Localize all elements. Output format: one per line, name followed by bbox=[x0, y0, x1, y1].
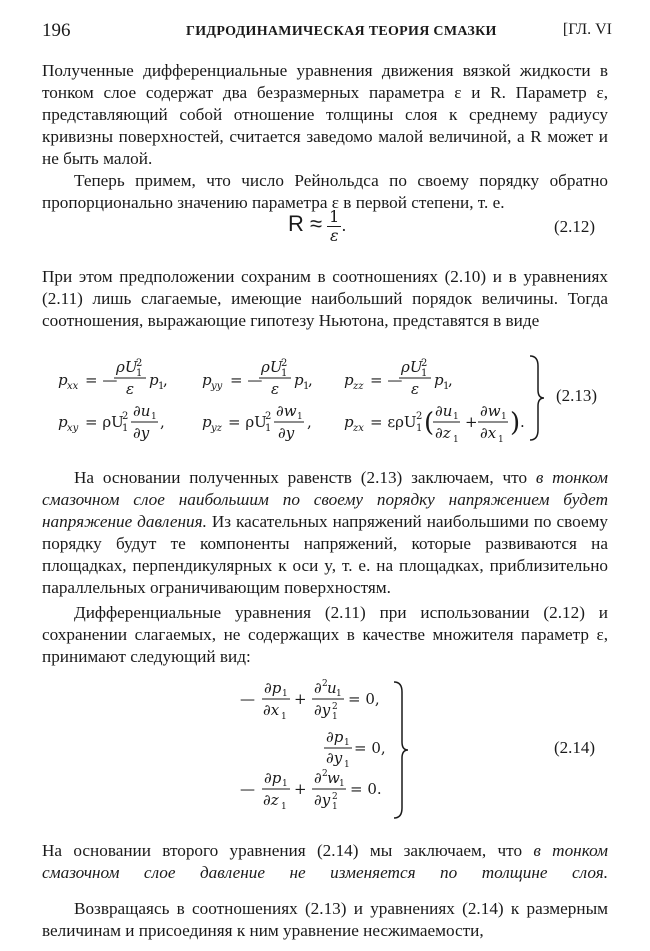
svg-text:yy: yy bbox=[211, 381, 223, 392]
chapter-label: [ГЛ. VI bbox=[562, 21, 612, 38]
svg-text:w: w bbox=[327, 769, 340, 787]
paragraph-3: При этом предположении сохраним в соотношениях (2.10) и в уравнениях (2.11) лишь слагаемые, имеющие наибольший порядок величины. Тогда соотношения, выражающие гипотезу Ньютона, представятся в виде bbox=[42, 267, 608, 330]
eq213-row-2 bbox=[58, 402, 525, 444]
svg-text:= 0,: = 0, bbox=[354, 739, 386, 757]
svg-text:∂x: ∂x bbox=[263, 701, 280, 719]
eq212-lhs: R ≈ bbox=[288, 211, 323, 236]
svg-text:1: 1 bbox=[151, 412, 157, 422]
svg-text:∂z: ∂z bbox=[263, 791, 279, 809]
eq214-row-2 bbox=[324, 728, 386, 770]
eq214-row-1 bbox=[240, 679, 380, 722]
svg-text:1: 1 bbox=[453, 412, 459, 422]
svg-text:2: 2 bbox=[421, 358, 428, 369]
svg-text:—: — bbox=[240, 690, 255, 708]
svg-text:1: 1 bbox=[281, 368, 288, 379]
svg-text:∂z: ∂z bbox=[435, 424, 451, 442]
eq212-numerator: 1 bbox=[329, 207, 340, 226]
svg-text:ρU: ρU bbox=[401, 358, 423, 376]
svg-text:∂u: ∂u bbox=[435, 402, 453, 420]
paragraph-7: Возвращаясь в соотношениях (2.13) и уравнениях (2.14) к размерным величинам и присоединяя к ним уравнение несжимаемости, bbox=[42, 899, 608, 940]
svg-text:1: 1 bbox=[498, 435, 504, 444]
svg-text:1: 1 bbox=[332, 802, 338, 812]
svg-text:xy: xy bbox=[67, 423, 79, 434]
svg-text:,: , bbox=[448, 371, 453, 389]
svg-text:,: , bbox=[160, 413, 165, 431]
svg-text:1: 1 bbox=[282, 779, 288, 789]
svg-text:∂y: ∂y bbox=[314, 791, 331, 809]
svg-text:∂w: ∂w bbox=[276, 402, 297, 420]
svg-text:zx: zx bbox=[353, 423, 364, 434]
svg-text:1: 1 bbox=[332, 712, 338, 722]
svg-text:1: 1 bbox=[282, 689, 288, 699]
eq213-row-1 bbox=[58, 358, 453, 398]
svg-text:,: , bbox=[163, 371, 168, 389]
svg-text:= 0,: = 0, bbox=[348, 690, 380, 708]
svg-text:= —: = — bbox=[370, 371, 403, 389]
svg-text:∂y: ∂y bbox=[314, 701, 331, 719]
svg-text:2: 2 bbox=[136, 358, 143, 369]
svg-text:1: 1 bbox=[339, 779, 345, 789]
eq213-tag: (2.13) bbox=[556, 386, 598, 405]
svg-text:1: 1 bbox=[136, 368, 143, 379]
running-title: ГИДРОДИНАМИЧЕСКАЯ ТЕОРИЯ СМАЗКИ bbox=[186, 24, 497, 39]
svg-text:1: 1 bbox=[453, 435, 459, 444]
svg-text:2: 2 bbox=[332, 702, 338, 712]
svg-text:+: + bbox=[465, 413, 478, 431]
svg-text:1: 1 bbox=[416, 423, 423, 434]
svg-text:ρU: ρU bbox=[116, 358, 138, 376]
svg-text:2: 2 bbox=[122, 411, 129, 422]
svg-text:p: p bbox=[344, 413, 354, 431]
svg-text:p: p bbox=[294, 371, 304, 389]
svg-text:∂y: ∂y bbox=[278, 424, 295, 442]
eq212-period: . bbox=[341, 216, 347, 235]
svg-text:2: 2 bbox=[322, 679, 328, 689]
svg-text:—: — bbox=[240, 780, 255, 798]
equation-2-14 bbox=[236, 676, 416, 824]
svg-text:1: 1 bbox=[265, 423, 272, 434]
svg-text:+: + bbox=[294, 780, 307, 798]
svg-text:ρU: ρU bbox=[261, 358, 283, 376]
eq212-denominator: ε bbox=[329, 226, 339, 245]
svg-text:= ρU: = ρU bbox=[85, 413, 124, 431]
svg-text:1: 1 bbox=[421, 368, 428, 379]
page-header bbox=[42, 14, 612, 42]
svg-text:ε: ε bbox=[271, 380, 280, 398]
paragraph-6 bbox=[42, 840, 608, 884]
svg-text:p: p bbox=[58, 371, 68, 389]
paragraph-1: Полученные дифференциальные уравнения движения вязкой жидкости в тонком слое содержат два безразмерных параметра ε и R. Параметр ε, представляющий собой отношение толщины слоя к среднему радиусу кривизны поверхностей, считается заведомо малой величиной, а R может и не быть малой. bbox=[42, 61, 608, 168]
svg-text:= 0.: = 0. bbox=[350, 780, 382, 798]
svg-text:ε: ε bbox=[126, 380, 135, 398]
eq214-brace bbox=[394, 682, 408, 818]
svg-text:= ερU: = ερU bbox=[370, 413, 417, 431]
svg-text:∂y: ∂y bbox=[326, 749, 343, 767]
svg-text:1: 1 bbox=[122, 423, 129, 434]
svg-text:p: p bbox=[202, 413, 212, 431]
svg-text:∂u: ∂u bbox=[133, 402, 151, 420]
equation-2-12 bbox=[288, 208, 346, 245]
svg-text:p: p bbox=[202, 371, 212, 389]
svg-text:1: 1 bbox=[344, 738, 350, 748]
svg-text:∂: ∂ bbox=[314, 769, 322, 787]
svg-text:2: 2 bbox=[322, 769, 328, 779]
svg-text:(: ( bbox=[424, 408, 435, 438]
svg-text:1: 1 bbox=[281, 712, 287, 722]
svg-text:∂w: ∂w bbox=[480, 402, 501, 420]
eq213-brace bbox=[530, 356, 544, 440]
paragraph-6-italic: в тонком смазочном слое давление не изменяется по толщине слоя. bbox=[42, 841, 608, 882]
svg-text:yz: yz bbox=[211, 423, 222, 434]
svg-text:): ) bbox=[510, 408, 521, 438]
svg-text:2: 2 bbox=[281, 358, 288, 369]
svg-text:1: 1 bbox=[158, 381, 165, 392]
svg-text:∂p: ∂p bbox=[264, 769, 282, 787]
svg-text:∂: ∂ bbox=[314, 679, 322, 697]
svg-text:∂p: ∂p bbox=[264, 679, 282, 697]
svg-text:1: 1 bbox=[303, 381, 310, 392]
svg-text:∂x: ∂x bbox=[480, 424, 497, 442]
paragraph-4-text-b: Из касательных напряжений наибольшими по своему порядку будут те компоненты напряжений, которые развиваются на площадках, перпендикулярных к оси y, т. е. на площадках, приблизительно параллельных ограничивающим поверхностям. bbox=[42, 512, 608, 597]
paragraph-2: Теперь примем, что число Рейнольдса по своему порядку обратно пропорционально значению параметра ε в первой степени, т. е. bbox=[42, 171, 608, 212]
svg-text:,: , bbox=[308, 371, 313, 389]
page-number: 196 bbox=[42, 20, 71, 41]
eq212-fraction bbox=[327, 208, 341, 245]
svg-text:p: p bbox=[434, 371, 444, 389]
svg-text:= ρU: = ρU bbox=[228, 413, 267, 431]
svg-text:u: u bbox=[327, 679, 337, 697]
svg-text:.: . bbox=[520, 413, 525, 431]
svg-text:= —: = — bbox=[85, 371, 118, 389]
svg-text:,: , bbox=[307, 413, 312, 431]
svg-text:ε: ε bbox=[411, 380, 420, 398]
svg-text:1: 1 bbox=[344, 760, 350, 770]
svg-text:1: 1 bbox=[336, 689, 342, 699]
paragraph-4 bbox=[42, 467, 608, 599]
svg-text:∂y: ∂y bbox=[133, 424, 150, 442]
paragraph-6-text-a: На основании второго уравнения (2.14) мы заключаем, что bbox=[42, 841, 534, 860]
svg-text:zz: zz bbox=[353, 381, 364, 392]
svg-text:1: 1 bbox=[281, 802, 287, 812]
paragraph-4-italic: в тонком смазочном слое наибольшим по своему порядку напряжением будет напряжение давления. bbox=[42, 468, 608, 531]
svg-text:2: 2 bbox=[332, 792, 338, 802]
svg-text:+: + bbox=[294, 690, 307, 708]
svg-text:xx: xx bbox=[67, 381, 79, 392]
svg-text:p: p bbox=[149, 371, 159, 389]
svg-text:p: p bbox=[58, 413, 68, 431]
paragraph-5: Дифференциальные уравнения (2.11) при использовании (2.12) и сохранении слагаемых, не содержащих в качестве множителя параметр ε, принимают следующий вид: bbox=[42, 603, 608, 666]
eq214-row-3 bbox=[240, 769, 382, 812]
equation-2-13 bbox=[52, 352, 572, 444]
svg-text:= —: = — bbox=[230, 371, 263, 389]
svg-text:∂p: ∂p bbox=[326, 728, 344, 746]
eq214-tag: (2.14) bbox=[554, 738, 596, 757]
paragraph-4-text-a: На основании полученных равенств (2.13) заключаем, что bbox=[74, 468, 536, 487]
svg-text:p: p bbox=[344, 371, 354, 389]
svg-text:2: 2 bbox=[416, 411, 423, 422]
svg-text:2: 2 bbox=[265, 411, 272, 422]
svg-text:1: 1 bbox=[501, 412, 507, 422]
svg-text:1: 1 bbox=[443, 381, 450, 392]
svg-text:1: 1 bbox=[297, 412, 303, 422]
eq212-tag: (2.12) bbox=[554, 217, 596, 236]
